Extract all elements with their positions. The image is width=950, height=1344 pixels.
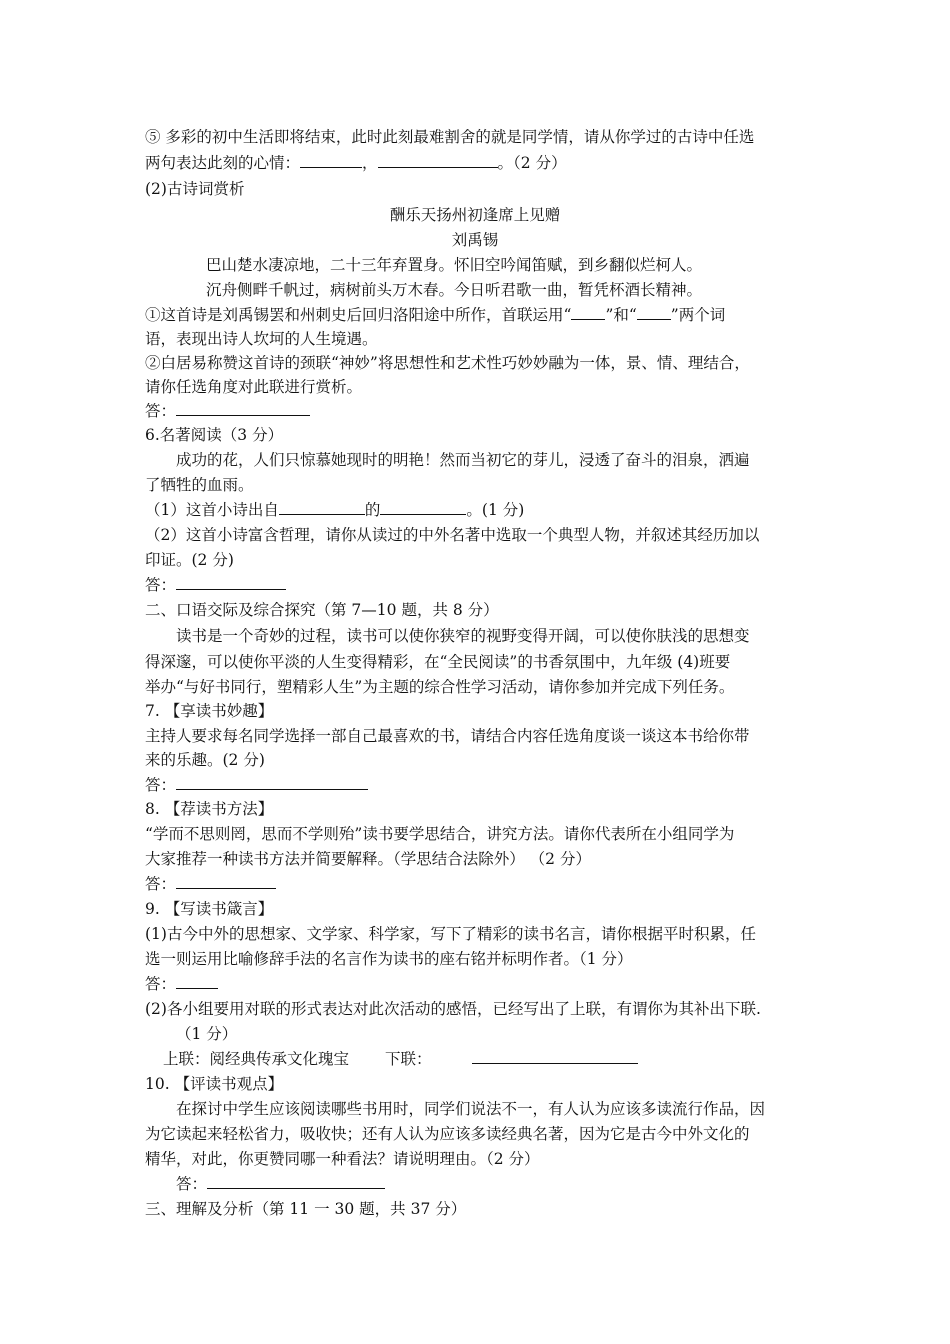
lower-couplet-blank[interactable] <box>472 1048 638 1064</box>
part2-heading: 二、口语交际及综合探究（第 7—10 题，共 8 分） <box>145 601 499 619</box>
q5-item5-line1: ⑤ 多彩的初中生活即将结束，此时此刻最难割舍的就是同学情，请从你学过的古诗中任选 <box>145 128 755 146</box>
q5-answer-row <box>145 400 310 422</box>
q10-heading: 10. 【评读书观点】 <box>145 1075 284 1093</box>
q6-sub1 <box>145 499 524 521</box>
q9-sub1-line1: (1)古今中外的思想家、文学家、科学家，写下了精彩的读书名言，请你根据平时积累，任 <box>145 925 756 943</box>
q5-question2-line2: 请你任选角度对此联进行赏析。 <box>145 378 363 396</box>
answer-label: 答： <box>145 576 177 594</box>
q10-line2: 为它读起来轻松省力，吸收快；还有人认为应该多读经典名著，因为它是古今中外文化的 <box>145 1125 750 1143</box>
q9-heading: 9. 【写读书箴言】 <box>145 900 274 918</box>
answer-label: 答： <box>145 776 177 794</box>
answer-blank[interactable] <box>176 873 276 889</box>
q7-line2: 来的乐趣。(2 分) <box>145 751 265 769</box>
answer-blank[interactable] <box>300 152 362 168</box>
answer-blank[interactable] <box>279 499 365 515</box>
q5-item5-prompt: 两句表达此刻的心情： <box>145 154 301 172</box>
q5-question2-line1: ②白居易称赞这首诗的颈联“神妙”将思想性和艺术性巧妙妙融为一体，景、情、理结合， <box>145 354 750 372</box>
answer-label: 答： <box>145 875 177 893</box>
q9-couplet-row <box>163 1048 638 1070</box>
answer-blank[interactable] <box>176 774 368 790</box>
q7-answer-row <box>145 774 368 796</box>
q5-question1-line1 <box>145 304 725 326</box>
q9-answer-row <box>145 973 218 995</box>
answer-label: 答： <box>145 402 177 420</box>
q8-answer-row <box>145 873 276 895</box>
q5-q1-text-b: ”和“ <box>605 306 637 324</box>
q8-heading: 8. 【荐读书方法】 <box>145 800 274 818</box>
q5-item5-sep: ， <box>362 154 378 172</box>
q6-answer-row <box>145 574 286 596</box>
answer-label: 答： <box>176 1175 208 1193</box>
q5-item5-line2 <box>145 152 567 174</box>
answer-blank[interactable] <box>176 400 310 416</box>
poem-line: 沉舟侧畔千帆过，病树前头万木春。今日听君歌一曲，暂凭杯酒长精神。 <box>206 281 703 299</box>
part2-intro-line1: 读书是一个奇妙的过程，读书可以使你狭窄的视野变得开阔，可以使你肤浅的思想变 <box>176 627 750 645</box>
part2-intro-line2: 得深邃，可以使你平淡的人生变得精彩，在“全民阅读”的书香氛围中，九年级 (4)班要 <box>145 653 731 671</box>
answer-blank[interactable] <box>176 973 218 989</box>
q10-answer-row <box>176 1173 385 1195</box>
poem-author: 刘禹锡 <box>451 231 499 249</box>
q7-line1: 主持人要求每名同学选择一部自己最喜欢的书，请结合内容任选角度谈一谈这本书给你带 <box>145 727 750 745</box>
upper-couplet: 上联：阅经典传承文化瑰宝 <box>163 1050 350 1068</box>
q10-line1: 在探讨中学生应该阅读哪些书用时，同学们说法不一，有人认为应该多读流行作品，因 <box>176 1100 766 1118</box>
answer-blank[interactable] <box>176 574 286 590</box>
q9-sub2-line2: （1 分） <box>176 1025 238 1043</box>
q6-poem-line2: 了牺牲的血雨。 <box>145 476 254 494</box>
q10-line3: 精华，对此，你更赞同哪一种看法？请说明理由。（2 分） <box>145 1150 540 1168</box>
q9-sub2-line1: (2)各小组要用对联的形式表达对此次活动的感悟，已经写出了上联，有谓你为其补出下联. <box>145 1000 761 1018</box>
answer-blank[interactable] <box>207 1173 385 1189</box>
part2-intro-line3: 举办“与好书同行，塑精彩人生”为主题的综合性学习活动，请你参加并完成下列任务。 <box>145 678 735 696</box>
q6-sub2-line1: （2）这首小诗富含哲理，请你从读过的中外名著中选取一个典型人物，并叙述其经历加以 <box>145 526 760 544</box>
q6-poem-line1: 成功的花，人们只惊慕她现时的明艳！然而当初它的芽儿，浸透了奋斗的泪泉，洒遍 <box>176 451 750 469</box>
q5-item5-tail: 。（2 分） <box>497 154 567 172</box>
q6-sub1-text-c: 。(1 分) <box>466 501 525 519</box>
q8-line2: 大家推荐一种读书方法并简要解释。（学思结合法除外） （2 分） <box>145 850 591 868</box>
q5-sub2-heading: (2)古诗词赏析 <box>145 180 245 198</box>
q6-heading: 6.名著阅读（3 分） <box>145 426 284 444</box>
q7-heading: 7. 【享读书妙趣】 <box>145 702 274 720</box>
q9-sub1-line2: 选一则运用比喻修辞手法的名言作为读书的座右铭并标明作者。（1 分） <box>145 950 633 968</box>
answer-label: 答： <box>145 975 177 993</box>
answer-blank[interactable] <box>378 152 498 168</box>
q5-q1-text-a: ①这首诗是刘禹锡罢和州刺史后回归洛阳途中所作，首联运用“ <box>145 306 572 324</box>
poem-line: 巴山楚水凄凉地，二十三年弃置身。怀旧空吟闻笛赋，到乡翻似烂柯人。 <box>206 256 703 274</box>
q8-line1: “学而不思则罔，思而不学则殆”读书要学思结合，讲究方法。请你代表所在小组同学为 <box>145 825 735 843</box>
q6-sub1-text-a: （1）这首小诗出自 <box>145 501 279 519</box>
q6-sub2-line2: 印证。(2 分) <box>145 551 234 569</box>
answer-blank[interactable] <box>637 304 671 320</box>
q6-sub1-text-b: 的 <box>364 501 381 519</box>
q5-q1-text-c: ”两个词 <box>670 306 726 324</box>
part3-heading: 三、理解及分析（第 11 一 30 题，共 37 分） <box>145 1200 467 1218</box>
answer-blank[interactable] <box>380 499 466 515</box>
answer-blank[interactable] <box>571 304 605 320</box>
q5-question1-line2: 语，表现出诗人坎坷的人生境遇。 <box>145 330 378 348</box>
poem-title: 酬乐天扬州初逢席上见赠 <box>389 206 561 224</box>
lower-couplet-label: 下联： <box>385 1050 432 1068</box>
